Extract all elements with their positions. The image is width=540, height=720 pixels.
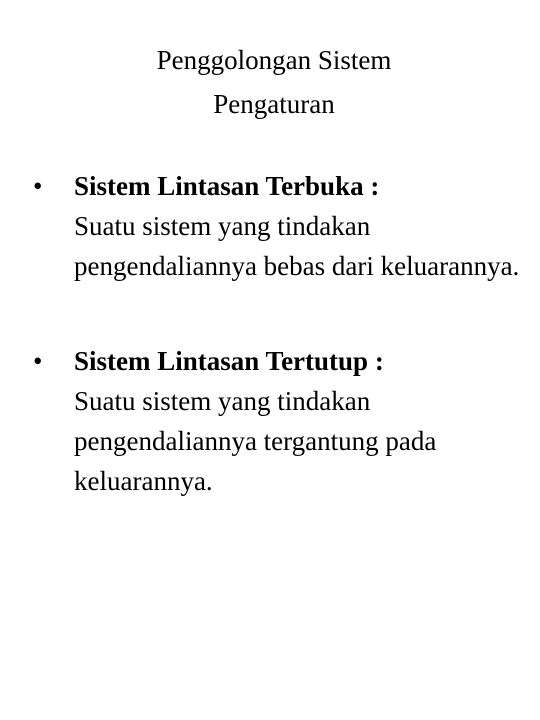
bullet-description: Suatu sistem yang tindakan pengendaliannya bebas dari keluarannya. xyxy=(74,211,520,281)
bullet-list xyxy=(0,166,540,556)
slide-title-line-2: Pengaturan xyxy=(213,89,335,119)
slide-title xyxy=(0,38,540,126)
bullet-item-closed-loop xyxy=(0,341,540,501)
bullet-dot-icon: • xyxy=(33,171,43,201)
bullet-heading: Sistem Lintasan Tertutup : xyxy=(74,346,384,376)
bullet-item-open-loop xyxy=(0,166,540,286)
bullet-dot-icon: • xyxy=(33,346,43,376)
bullet-description: Suatu sistem yang tindakan pengendaliannya tergantung pada keluarannya. xyxy=(74,386,437,496)
bullet-heading: Sistem Lintasan Terbuka : xyxy=(74,171,380,201)
slide-title-line-1: Penggolongan Sistem xyxy=(156,45,392,75)
